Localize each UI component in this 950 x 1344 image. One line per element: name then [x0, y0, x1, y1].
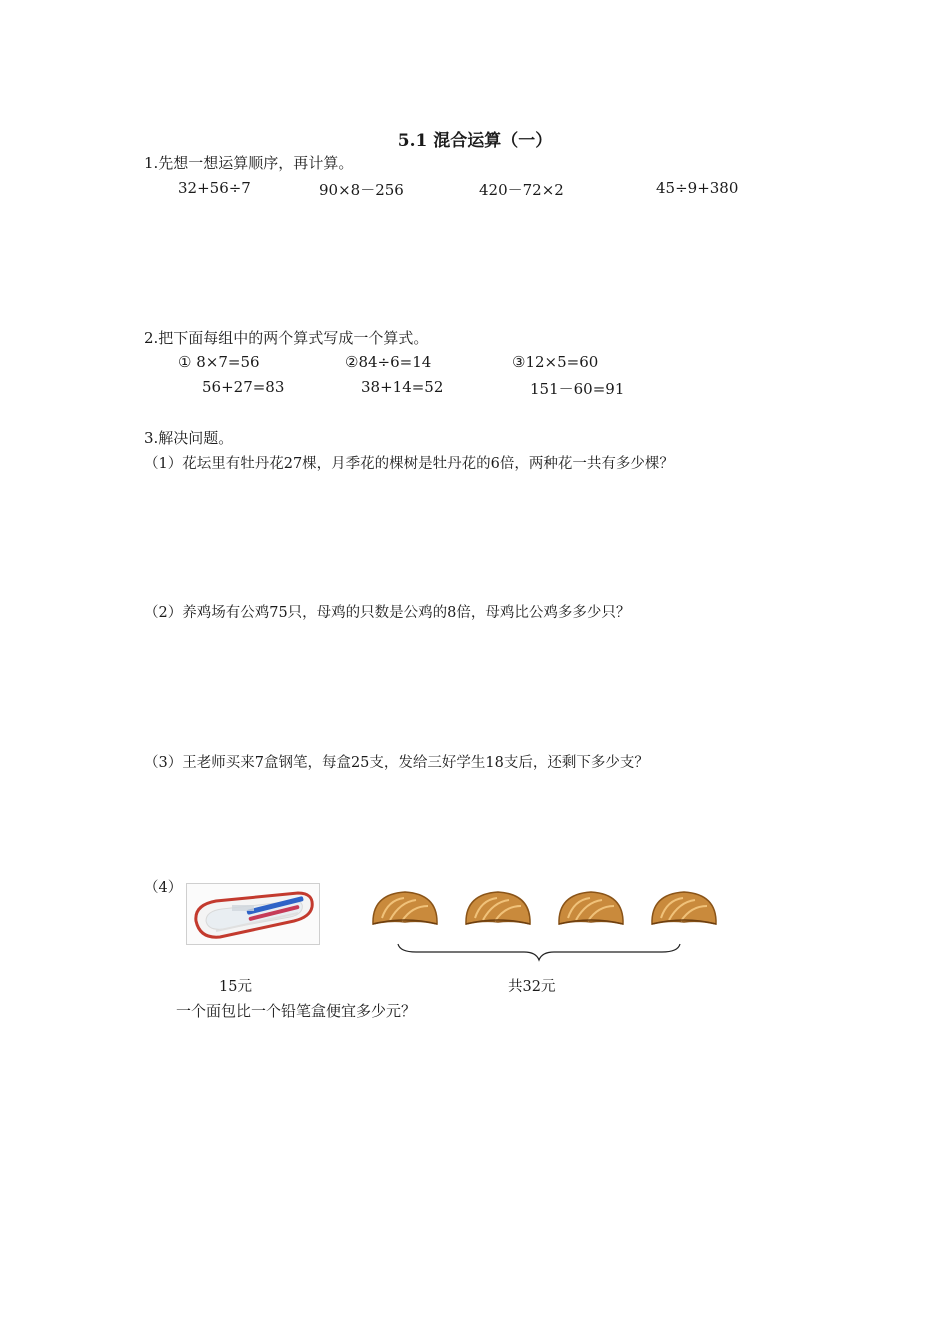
q2-group-1-line2: 56+27=83 [202, 378, 285, 396]
q3-problem-4-question: 一个面包比一个铅笔盒便宜多少元？ [176, 1002, 417, 1020]
q1-item-3: 420－72×2 [479, 181, 564, 199]
pencil-case-image [186, 883, 320, 945]
q2-group-2-line1: ②84÷6=14 [345, 353, 432, 371]
q1-item-1: 32+56÷7 [178, 179, 251, 197]
q2-group-1-line1: ① 8×7=56 [178, 353, 260, 371]
bread-image [556, 888, 626, 928]
bread-total-price: 共32元 [508, 979, 556, 995]
q3-heading: 3.解决问题。 [144, 429, 234, 447]
q3-problem-1: （1）花坛里有牡丹花27棵，月季花的棵树是牡丹花的6倍，两种花一共有多少棵？ [144, 456, 674, 472]
pencil-case-price: 15元 [219, 979, 252, 995]
q3-problem-4-label: （4） [144, 880, 183, 896]
q1-item-2: 90×8－256 [319, 181, 404, 199]
q3-problem-2: （2）养鸡场有公鸡75只，母鸡的只数是公鸡的8倍，母鸡比公鸡多多少只？ [144, 605, 631, 621]
bread-image [463, 888, 533, 928]
bread-image [649, 888, 719, 928]
q1-heading: 1.先想一想运算顺序，再计算。 [144, 154, 354, 172]
bread-image [370, 888, 440, 928]
page-title: 5.1 混合运算（一） [397, 131, 553, 151]
q3-problem-3: （3）王老师买来7盒钢笔，每盒25支，发给三好学生18支后，还剩下多少支？ [144, 755, 649, 771]
bracket-brace [396, 940, 682, 964]
q2-group-2-line2: 38+14=52 [361, 378, 444, 396]
q2-group-3-line2: 151－60=91 [530, 380, 625, 398]
q2-group-3-line1: ③12×5=60 [512, 353, 599, 371]
q1-item-4: 45÷9+380 [656, 179, 739, 197]
q2-heading: 2.把下面每组中的两个算式写成一个算式。 [144, 329, 429, 347]
